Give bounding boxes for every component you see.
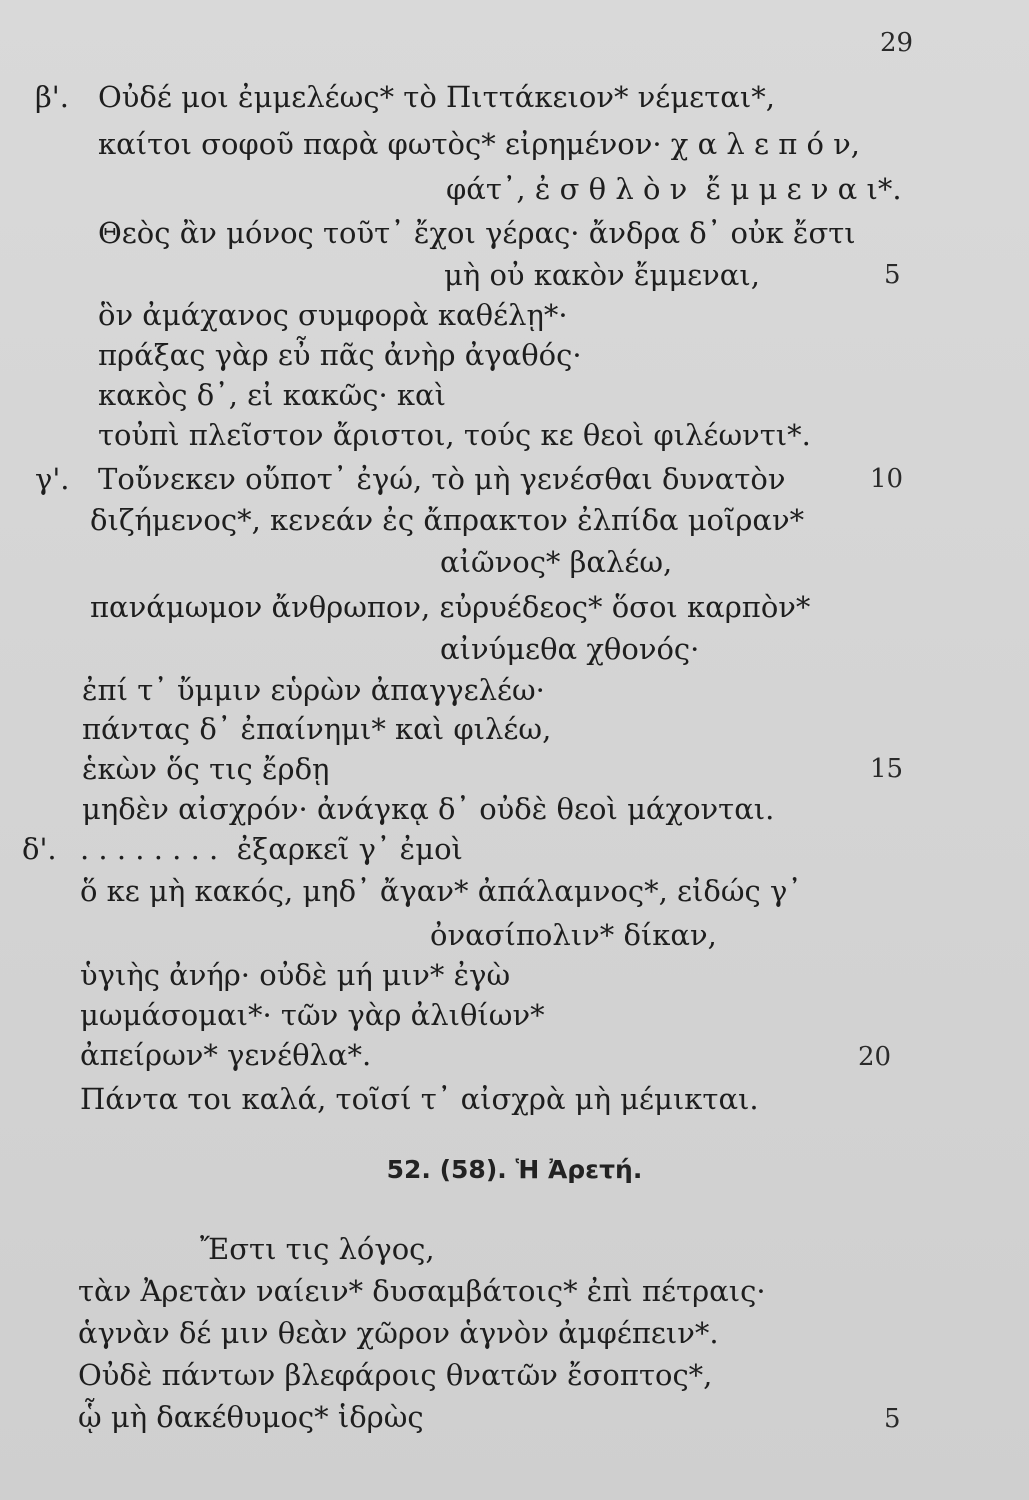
line-number: 20: [858, 1042, 892, 1072]
verse-line: Ἔστι τις λόγος,: [200, 1232, 435, 1266]
line-number: 5: [884, 1404, 901, 1434]
verse-line: κακὸς δ᾽, εἰ κακῶς· καὶ: [98, 378, 446, 412]
verse-line: ἀπείρων* γενέθλα*.: [80, 1038, 372, 1072]
strophe-marker-d: δ'.: [22, 832, 57, 866]
verse-line: αἰνύμεθα χθονός·: [440, 632, 700, 666]
line-number: 5: [884, 260, 901, 290]
verse-line: Τοὔνεκεν οὔποτ᾽ ἐγώ, τὸ μὴ γενέσθαι δυνατὸν: [98, 462, 786, 496]
verse-line: τὰν Ἀρετὰν ναίειν* δυσαμβάτοις* ἐπὶ πέτραις·: [78, 1274, 766, 1308]
verse-line: πάντας δ᾽ ἐπαίνημι* καὶ φιλέω,: [82, 712, 552, 746]
line-number: 15: [870, 754, 904, 784]
verse-line: Οὐδὲ πάντων βλεφάροις θνατῶν ἔσοπτος*,: [78, 1358, 713, 1392]
verse-line: ὀνασίπολιν* δίκαν,: [430, 918, 717, 952]
page-number: 29: [880, 28, 914, 58]
verse-line: Θεὸς ἂν μόνος τοῦτ᾽ ἔχοι γέρας· ἄνδρα δ᾽ οὐκ ἔστι: [98, 216, 856, 250]
verse-line: . . . . . . . . ἐξαρκεῖ γ᾽ ἐμοὶ: [80, 832, 463, 866]
verse-line: μωμάσομαι*· τῶν γὰρ ἀλιθίων*: [80, 998, 545, 1032]
verse-line: ὃν ἀμάχανος συμφορὰ καθέλῃ*·: [98, 298, 568, 332]
verse-line: Οὐδέ μοι ἐμμελέως* τὸ Πιττάκειον* νέμεται*,: [98, 80, 775, 114]
section-heading: 52. (58). Ἡ Ἀρετή.: [386, 1155, 643, 1184]
verse-line: μηδὲν αἰσχρόν· ἀνάγκᾳ δ᾽ οὐδὲ θεοὶ μάχονται.: [82, 792, 775, 826]
verse-line: μὴ οὐ κακὸν ἔμμεναι,: [444, 258, 760, 292]
verse-line: πανάμωμον ἄνθρωπον, εὐρυέδεος* ὅσοι καρπὸν*: [90, 590, 811, 624]
verse-line: ἐπί τ᾽ ὔμμιν εὑρὼν ἀπαγγελέω·: [82, 673, 545, 707]
verse-line: αἰῶνος* βαλέω,: [440, 545, 673, 579]
verse-line: ὑγιὴς ἀνήρ· οὐδὲ μή μιν* ἐγὼ: [80, 958, 511, 992]
verse-line: ᾧ μὴ δακέθυμος* ἱδρὼς: [78, 1400, 424, 1434]
verse-line: τοὐπὶ πλεῖστον ἄριστοι, τούς κε θεοὶ φιλέωντι*.: [98, 418, 811, 452]
verse-line: Πάντα τοι καλά, τοῖσί τ᾽ αἰσχρὰ μὴ μέμικται.: [80, 1082, 759, 1116]
strophe-marker-b: β'.: [35, 80, 69, 114]
verse-line: πράξας γὰρ εὖ πᾶς ἀνὴρ ἀγαθός·: [98, 338, 582, 372]
verse-line: ἑκὼν ὅς τις ἔρδῃ: [82, 752, 330, 786]
strophe-marker-g: γ'.: [35, 462, 70, 496]
verse-line: διζήμενος*, κενεάν ἐς ἄπρακτον ἐλπίδα μοῖραν*: [90, 503, 805, 537]
verse-line: καίτοι σοφοῦ παρὰ φωτὸς* εἰρημένον· χ α λ ε π ό ν,: [98, 127, 861, 161]
line-number: 10: [870, 464, 904, 494]
verse-line: φάτ᾽, ἐ σ θ λ ὸ ν ἔ μ μ ε ν α ι*.: [446, 172, 902, 206]
verse-line: ὅ κε μὴ κακός, μηδ᾽ ἄγαν* ἀπάλαμνος*, εἰδώς γ᾽: [80, 874, 802, 908]
verse-line: ἁγνὰν δέ μιν θεὰν χῶρον ἁγνὸν ἀμφέπειν*.: [78, 1316, 719, 1350]
